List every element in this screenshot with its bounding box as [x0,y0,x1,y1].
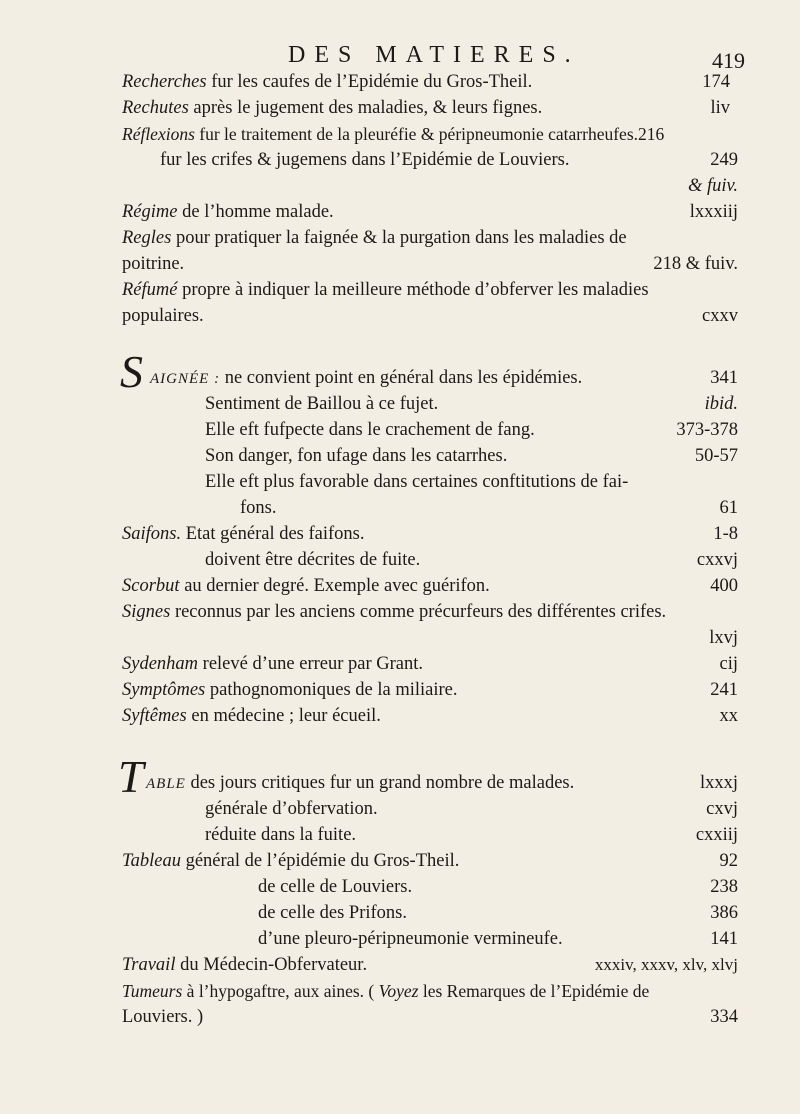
page-number: 419 [712,48,745,73]
entry-text: Elle eft plus favorable dans certaines conftitutions de fai- [205,472,629,492]
entry-ref: 373-378 [676,420,738,440]
entry-text: poitrine. [122,254,185,274]
index-entry [122,252,738,276]
entry-ref: 334 [710,1007,738,1027]
index-entry [205,548,738,572]
entry-ref: 341 [710,368,738,388]
index-entry [122,70,730,94]
entry-text: fur les crifes & jugemens dans l’Epidémie de Louviers. [160,150,570,170]
entry-text: relevé d’une erreur par Grant. [198,654,424,674]
entry-text: Louviers. ) [122,1007,204,1027]
index-entry [160,148,738,172]
entry-ref: 50-57 [694,446,738,466]
index-entry [150,366,738,390]
entry-term: Signes [122,602,171,622]
entry-text: en médecine ; leur écueil. [186,706,381,726]
entry-text: propre à indiquer la meilleure méthode d’obferver les maladies [177,280,649,300]
entry-term: Réfumé [122,280,178,300]
index-entry [205,470,738,494]
index-entry [122,979,738,1003]
index-entry [122,953,738,977]
entry-term: Tumeurs [122,981,183,1001]
index-entry [122,849,738,873]
section-head: AIGNÉE : [150,371,221,387]
entry-term: Recherches [122,72,207,92]
entry-ref: cxvj [706,799,738,819]
index-entry [122,304,738,328]
index-entry [122,678,738,702]
entry-ref: 249 [710,150,738,170]
entry-text: général de l’épidémie du Gros-Theil. [180,851,460,871]
running-title: DES MATIERES. [288,42,580,68]
entry-text: générale d’obfervation. [205,799,378,819]
entry-text: doivent être décrites de fuite. [205,550,421,570]
entry-text-tail: les Remarques de l’Epidémie de [418,981,650,1001]
entry-term: Rechutes [122,98,189,118]
entry-ref: 174 [702,72,730,92]
entry-ref: 141 [710,929,738,949]
index-entry [122,96,730,120]
entry-text: fur le traitement de la pleuréfie & péripneumonie catarrheufes. [194,124,639,144]
entry-ref: 238 [710,877,738,897]
index-entry [122,122,738,146]
entry-text: reconnus par les anciens comme précurfeurs des différentes crifes. [170,602,667,622]
entry-term: Saifons. [122,524,182,544]
index-entry [205,823,738,847]
entry-text: de celle de Louviers. [258,877,413,897]
entry-ref: 216 [638,124,665,144]
index-entry [205,418,738,442]
entry-text: d’une pleuro-péripneumonie vermineufe. [258,929,563,949]
entry-term: Réflexions [122,124,195,144]
entry-ref: & fuiv. [687,176,738,196]
entry-text: de celle des Prifons. [258,903,407,923]
entry-text: du Médecin-Obfervateur. [175,955,368,975]
entry-text: Sentiment de Baillou à ce fujet. [205,394,439,414]
section-initial: T [118,751,144,802]
index-entry [122,600,738,624]
index-entry [205,797,738,821]
entry-text: après le jugement des maladies, & leurs fignes. [188,98,543,118]
entry-ref: 61 [719,498,738,518]
entry-text: pour pratiquer la faignée & la purgation dans les maladies de [171,228,627,248]
entry-term: Syftêmes [122,706,187,726]
entry-term: Sydenham [122,654,199,674]
entry-text: à l’hypogaftre, aux aines. ( [182,981,379,1001]
entry-ref: liv [710,98,730,118]
section-head: ABLE [146,776,186,792]
index-entry [122,200,738,224]
entry-ref: 400 [710,576,738,596]
entry-crossref: Voyez [378,981,419,1001]
index-entry [122,278,738,302]
entry-ref: 241 [710,680,738,700]
entry-ref: cxxv [702,306,738,326]
index-entry [258,927,738,951]
entry-ref: lxvj [709,628,738,648]
index-entry [205,444,738,468]
entry-ref: 92 [719,851,738,871]
entry-ref: cij [719,654,738,674]
entry-text: Elle eft fufpecte dans le crachement de fang. [205,420,535,440]
entry-term: Travail [122,955,176,975]
entry-ref: xxxiv, xxxv, xlv, xlvj [594,955,738,974]
index-entry [240,496,738,520]
entry-ref: 218 & fuiv. [653,254,738,274]
section-initial: S [120,346,143,397]
index-entry [122,574,738,598]
entry-ref: lxxxj [699,773,738,793]
entry-text: Etat général des faifons. [181,524,365,544]
entry-ref: 386 [710,903,738,923]
entry-text: au dernier degré. Exemple avec guérifon. [179,576,490,596]
entry-term: Scorbut [122,576,180,596]
index-entry [258,875,738,899]
entry-term: Symptômes [122,680,206,700]
entry-ref: lxxxiij [689,202,738,222]
entry-ref: xx [719,706,738,726]
index-entry [122,626,738,650]
entry-text: ne convient point en général dans les épidémies. [220,368,583,388]
entry-text: fons. [240,498,277,518]
index-entry [146,771,738,795]
entry-ref: cxxvj [696,550,738,570]
entry-text: fur les caufes de l’Epidémie du Gros-Theil. [206,72,533,92]
entry-ref: ibid. [704,394,738,414]
entry-text: réduite dans la fuite. [205,825,357,845]
index-entry [160,174,738,198]
entry-term: Regles [122,228,172,248]
entry-ref: 1-8 [713,524,738,544]
index-entry [122,522,738,546]
entry-text: des jours critiques fur un grand nombre de malades. [185,773,575,793]
index-entry [258,901,738,925]
entry-ref: cxxiij [695,825,738,845]
index-entry [205,392,738,416]
index-entry [122,704,738,728]
index-entry [122,1005,738,1029]
entry-text: populaires. [122,306,204,326]
entry-text: pathognomoniques de la miliaire. [205,680,458,700]
index-entry [122,226,738,250]
entry-term: Régime [122,202,178,222]
index-entry [122,652,738,676]
entry-text: Son danger, fon ufage dans les catarrhes. [205,446,508,466]
entry-text: de l’homme malade. [177,202,334,222]
entry-term: Tableau [122,851,181,871]
